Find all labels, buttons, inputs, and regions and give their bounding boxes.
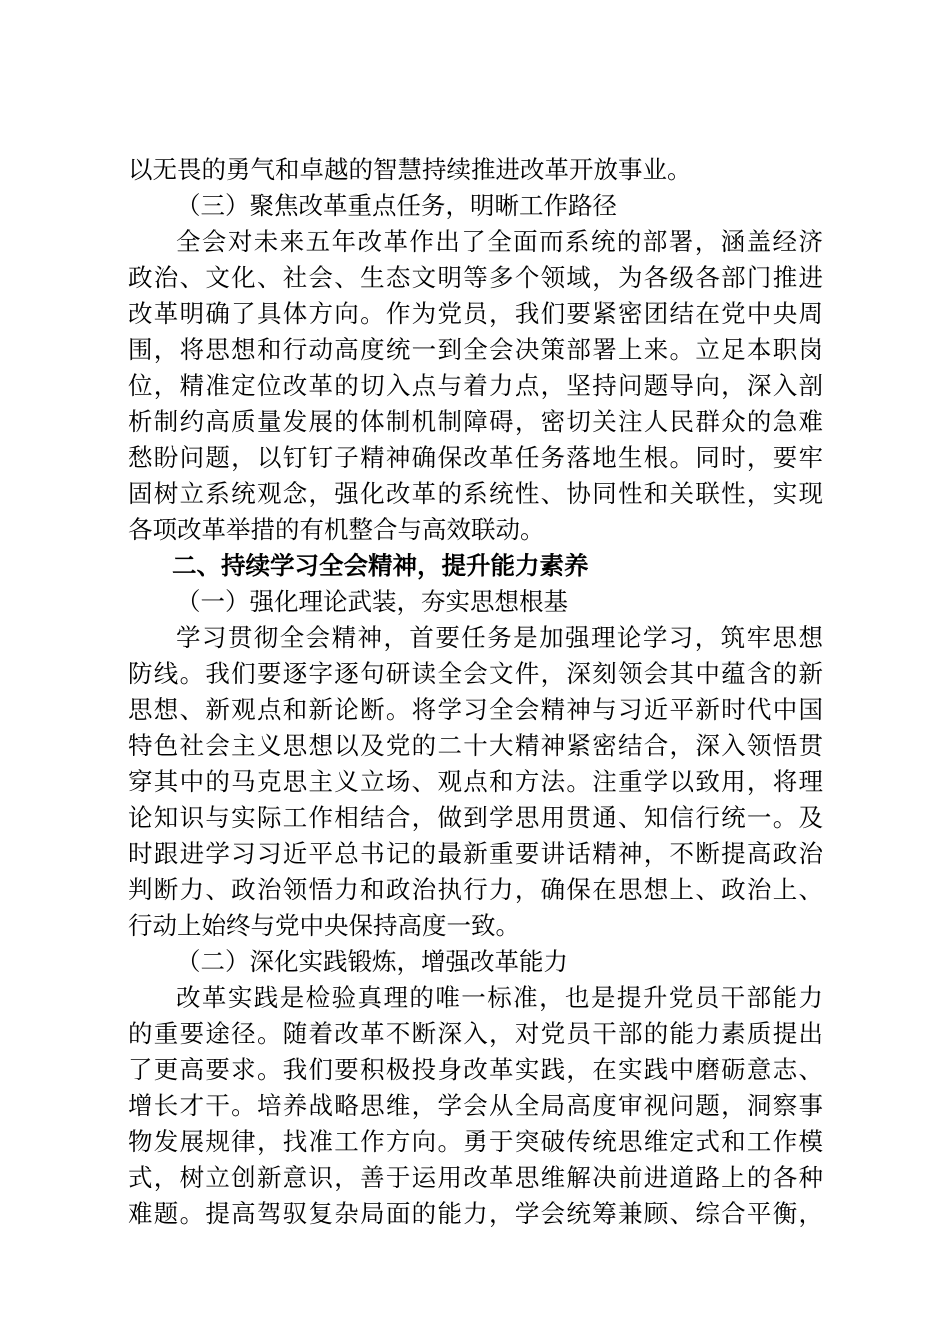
paragraph-line: 的重要途径。随着改革不断深入，对党员干部的能力素质提出 (128, 1019, 823, 1048)
subheading-one: （一）强化理论武装，夯实思想根基 (176, 587, 568, 616)
paragraph-line: 愁盼问题，以钉钉子精神确保改革任务落地生根。同时，要牢 (128, 443, 823, 472)
paragraph-line: 改革明确了具体方向。作为党员，我们要紧密团结在党中央周 (128, 299, 823, 328)
paragraph-line: 论知识与实际工作相结合，做到学思用贯通、知信行统一。及 (128, 803, 823, 832)
paragraph-line: 防线。我们要逐字逐句研读全会文件，深刻领会其中蕴含的新 (128, 659, 823, 688)
paragraph-line: 穿其中的马克思主义立场、观点和方法。注重学以致用，将理 (128, 767, 823, 796)
paragraph-line: 学习贯彻全会精神，首要任务是加强理论学习，筑牢思想 (176, 623, 823, 652)
paragraph-line: 式，树立创新意识，善于运用改革思维解决前进道路上的各种 (128, 1163, 823, 1192)
paragraph-line: 思想、新观点和新论断。将学习全会精神与习近平新时代中国 (128, 695, 823, 724)
paragraph-line: 全会对未来五年改革作出了全面而系统的部署，涵盖经济 (176, 227, 823, 256)
subheading-three: （三）聚焦改革重点任务，明晰工作路径 (176, 191, 617, 220)
subheading-two: （二）深化实践锻炼，增强改革能力 (176, 947, 568, 976)
paragraph-line: 析制约高质量发展的体制机制障碍，密切关注人民群众的急难 (128, 407, 823, 436)
paragraph-line: 增长才干。培养战略思维，学会从全局高度审视问题，洞察事 (128, 1091, 823, 1120)
paragraph-line: 时跟进学习习近平总书记的最新重要讲话精神，不断提高政治 (128, 839, 823, 868)
paragraph-line: 物发展规律，找准工作方向。勇于突破传统思维定式和工作模 (128, 1127, 823, 1156)
paragraph-line: 围，将思想和行动高度统一到全会决策部署上来。立足本职岗 (128, 335, 823, 364)
paragraph-line: 位，精准定位改革的切入点与着力点，坚持问题导向，深入剖 (128, 371, 823, 400)
paragraph-line: 改革实践是检验真理的唯一标准，也是提升党员干部能力 (176, 983, 823, 1012)
section-heading-two: 二、持续学习全会精神，提升能力素养 (172, 551, 589, 580)
paragraph-line: 政治、文化、社会、生态文明等多个领域，为各级各部门推进 (128, 263, 823, 292)
paragraph-line: 行动上始终与党中央保持高度一致。 (128, 911, 520, 940)
paragraph-line: 了更高要求。我们要积极投身改革实践，在实践中磨砺意志、 (128, 1055, 823, 1084)
paragraph-line: 以无畏的勇气和卓越的智慧持续推进改革开放事业。 (128, 155, 692, 184)
paragraph-line: 判断力、政治领悟力和政治执行力，确保在思想上、政治上、 (128, 875, 823, 904)
paragraph-line: 难题。提高驾驭复杂局面的能力，学会统筹兼顾、综合平衡， (128, 1199, 823, 1228)
paragraph-line: 各项改革举措的有机整合与高效联动。 (128, 515, 545, 544)
paragraph-line: 特色社会主义思想以及党的二十大精神紧密结合，深入领悟贯 (128, 731, 823, 760)
paragraph-line: 固树立系统观念，强化改革的系统性、协同性和关联性，实现 (128, 479, 823, 508)
